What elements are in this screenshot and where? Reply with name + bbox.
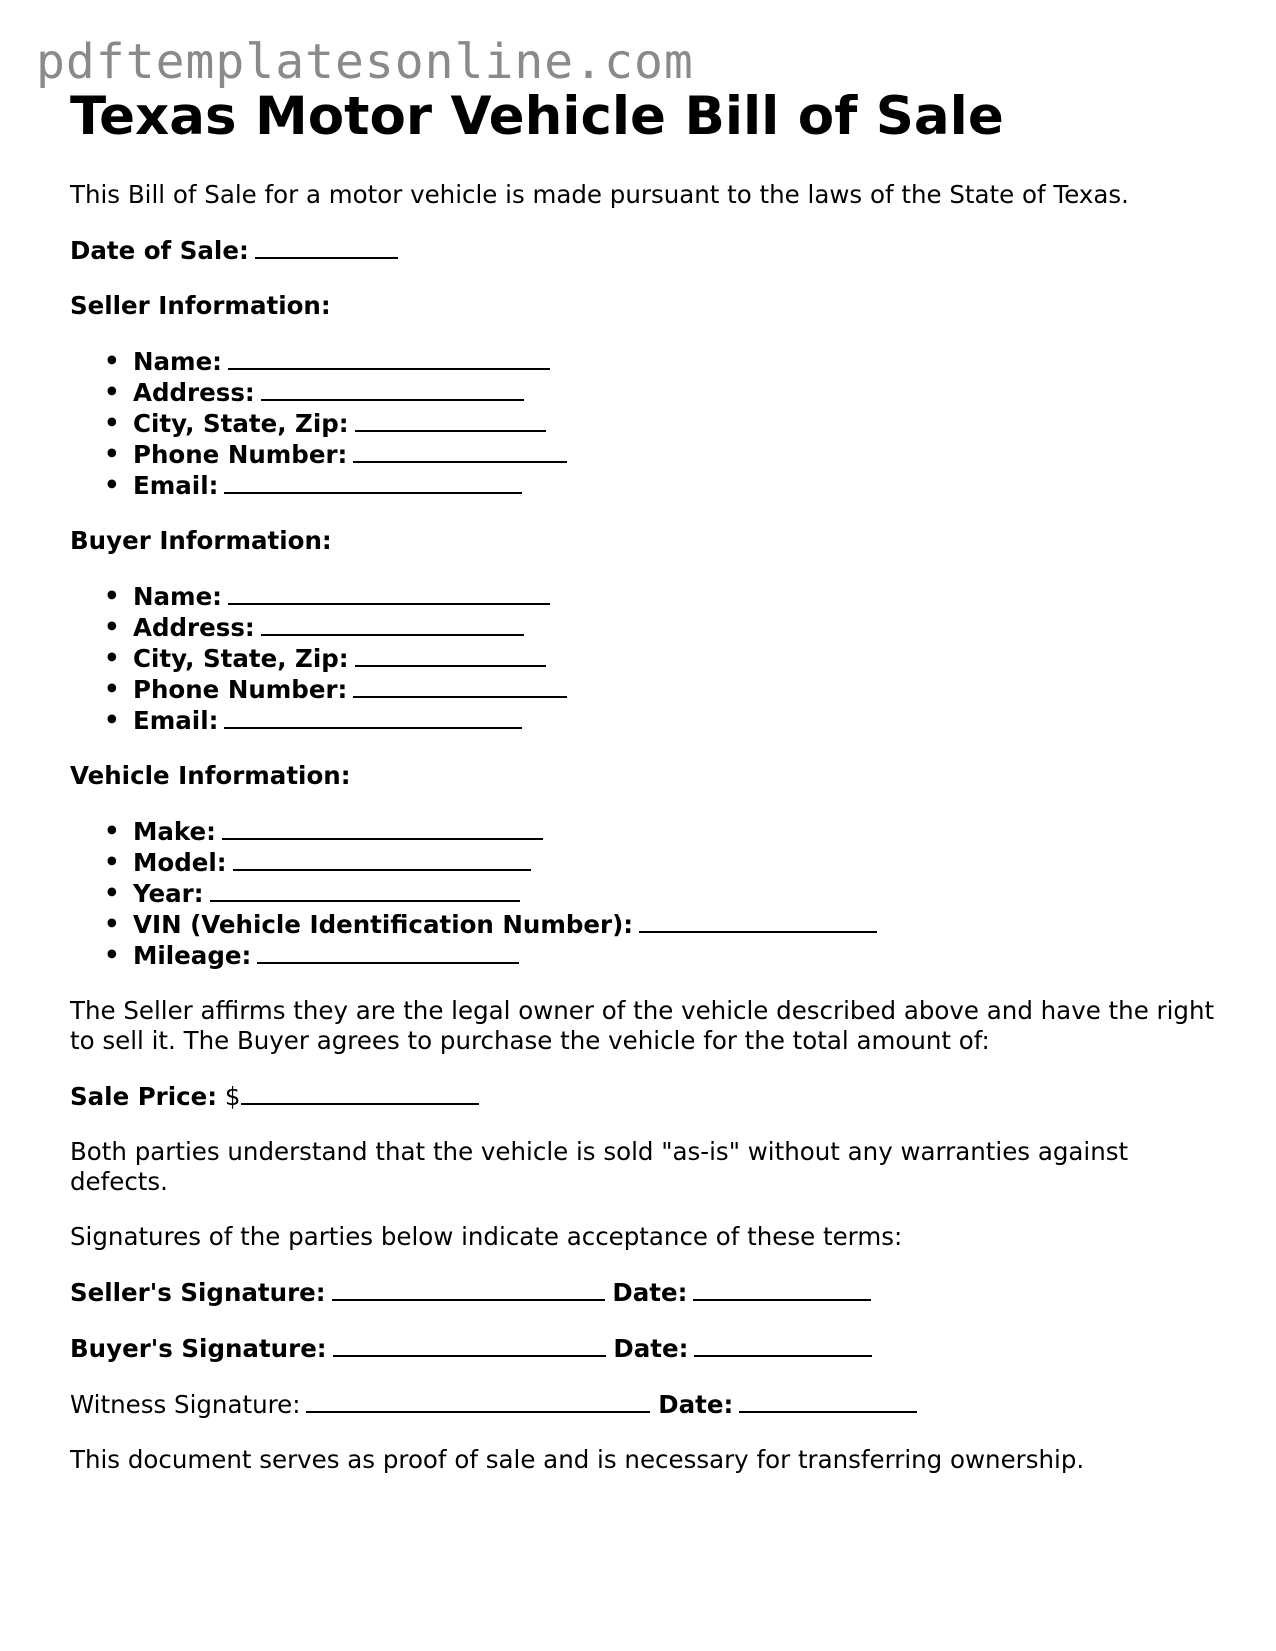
- seller-date-label: Date:: [612, 1278, 688, 1307]
- list-item: • City, State, Zip:: [70, 643, 1230, 674]
- list-item: • City, State, Zip:: [70, 408, 1230, 439]
- seller-signature-field[interactable]: [332, 1277, 605, 1301]
- page-title: Texas Motor Vehicle Bill of Sale: [70, 86, 1004, 147]
- list-item: • Year:: [70, 878, 1230, 909]
- list-item: • Phone Number:: [70, 674, 1230, 705]
- witness-date-label: Date:: [658, 1390, 734, 1419]
- list-item: • Address:: [70, 377, 1230, 408]
- seller-signature-row: [70, 1277, 1230, 1308]
- vehicle-heading: Vehicle Information:: [70, 761, 351, 790]
- vehicle-mileage-field[interactable]: [257, 940, 519, 964]
- seller-email-field[interactable]: [224, 470, 522, 494]
- watermark: pdftemplatesonline.com: [36, 34, 694, 90]
- list-item: • Model:: [70, 847, 1230, 878]
- sale-price-label: Sale Price:: [70, 1082, 218, 1111]
- document-body: [70, 180, 1230, 1500]
- list-item: • Email:: [70, 705, 1230, 736]
- list-item: • Make:: [70, 816, 1230, 847]
- seller-phone-field[interactable]: [353, 439, 567, 463]
- sale-price-field[interactable]: [241, 1081, 479, 1105]
- date-of-sale-row: [70, 235, 1230, 266]
- list-item: • Mileage:: [70, 940, 1230, 971]
- signatures-intro: Signatures of the parties below indicate acceptance of these terms:: [70, 1222, 903, 1251]
- buyer-email-field[interactable]: [224, 705, 522, 729]
- seller-address-field[interactable]: [261, 377, 524, 401]
- vehicle-year-field[interactable]: [210, 878, 520, 902]
- buyer-date-label: Date:: [613, 1334, 689, 1363]
- seller-city-state-zip-field[interactable]: [355, 408, 546, 432]
- buyer-address-field[interactable]: [261, 612, 524, 636]
- list-item: • Name:: [70, 346, 1230, 377]
- list-item: • VIN (Vehicle Identification Number):: [70, 909, 1230, 940]
- witness-signature-row: [70, 1389, 1230, 1420]
- affirmation-text: The Seller affirms they are the legal owner of the vehicle described above and have the right to sell it. The Buyer agrees to purchase the vehicle for the total amount of:: [70, 996, 1215, 1055]
- vehicle-fields: [70, 816, 1230, 971]
- seller-signature-label: Seller's Signature:: [70, 1278, 326, 1307]
- list-item: • Address:: [70, 612, 1230, 643]
- as-is-text: Both parties understand that the vehicle is sold "as-is" without any warranties against defects.: [70, 1137, 1129, 1196]
- buyer-signature-row: [70, 1333, 1230, 1364]
- list-item: • Email:: [70, 470, 1230, 501]
- seller-date-field[interactable]: [693, 1277, 871, 1301]
- list-item: • Name:: [70, 581, 1230, 612]
- buyer-name-field[interactable]: [228, 581, 550, 605]
- buyer-heading: Buyer Information:: [70, 526, 332, 555]
- sale-price-row: [70, 1081, 1230, 1112]
- seller-fields: [70, 346, 1230, 501]
- witness-signature-field[interactable]: [306, 1389, 650, 1413]
- date-of-sale-field[interactable]: [255, 235, 398, 259]
- witness-date-field[interactable]: [739, 1389, 917, 1413]
- buyer-fields: [70, 581, 1230, 736]
- buyer-signature-field[interactable]: [333, 1333, 606, 1357]
- date-of-sale-label: Date of Sale:: [70, 236, 249, 265]
- vehicle-model-field[interactable]: [233, 847, 531, 871]
- intro-text: This Bill of Sale for a motor vehicle is made pursuant to the laws of the State of Texas.: [70, 180, 1129, 209]
- list-item: • Phone Number:: [70, 439, 1230, 470]
- seller-heading: Seller Information:: [70, 291, 331, 320]
- vehicle-make-field[interactable]: [222, 816, 543, 840]
- buyer-phone-field[interactable]: [353, 674, 567, 698]
- closing-text: This document serves as proof of sale and is necessary for transferring ownership.: [70, 1445, 1085, 1474]
- vehicle-vin-field[interactable]: [639, 909, 877, 933]
- seller-name-field[interactable]: [228, 346, 550, 370]
- buyer-signature-label: Buyer's Signature:: [70, 1334, 327, 1363]
- buyer-date-field[interactable]: [694, 1333, 872, 1357]
- buyer-city-state-zip-field[interactable]: [355, 643, 546, 667]
- witness-signature-label: Witness Signature:: [70, 1390, 301, 1419]
- currency-symbol: $: [224, 1082, 241, 1111]
